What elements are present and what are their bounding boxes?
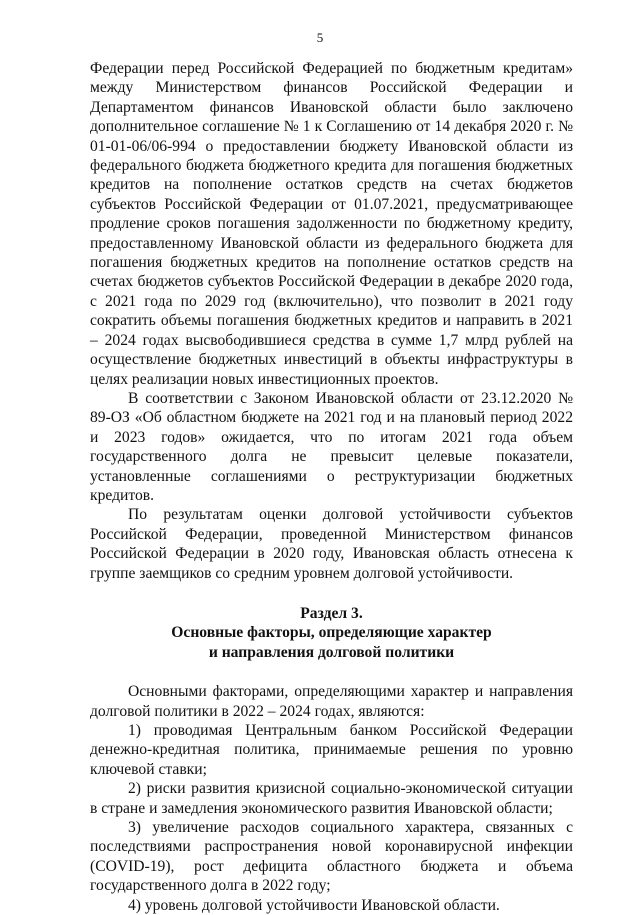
section-title: Раздел 3.	[300, 604, 363, 622]
section-heading	[90, 604, 573, 662]
list-item-factor-3: 3) увеличение расходов социального характера, связанных с последствиями распространения новой коронавирусной инфекции (COVID-19), рост дефицита областного бюджета и объема государственного долга в 2022 году;	[90, 819, 573, 895]
list-item-factor-4: 4) уровень долговой устойчивости Ивановской области.	[128, 896, 500, 914]
paragraph-continuation: Федерации перед Российской Федерацией по бюджетным кредитам» между Министерством финансов Российской Федерации и Департаментом финансов Ивановской области было заключено дополнительное соглашение № 1 к Соглашению от 14 декабря 2020 г. № 01-01-06/06-994 о предоставлении бюджету Ивановской области из федерального бюджета бюджетного кредита для погашения бюджетных кредитов на пополнение остатков средств на счетах бюджетов субъектов Российской Федерации от 01.07.2021, предусматривающее продление сроков погашения задолженности по бюджетному кредиту, предоставленному Ивановской области из федерального бюджета для погашения бюджетных кредитов на пополнение остатков средств на счетах бюджетов субъектов Российской Федерации в декабре 2020 года, с 2021 года по 2029 год (включительно), что позволит в 2021 году сократить объемы погашения бюджетных кредитов и направить в 2021 – 2024 годах высвободившиеся средства в сумме 1,7 млрд рублей на осуществление бюджетных инвестиций в объекты инфраструктуры в целях реализации новых инвестиционных проектов.	[90, 60, 573, 388]
paragraph-debt-sustainability: По результатам оценки долговой устойчивости субъектов Российской Федерации, проведенной Министерством финансов Российской Федерации в 2020 году, Ивановская область отнесена к группе заемщиков со средним уровнем долговой устойчивости.	[90, 506, 573, 582]
section-subtitle-line2: и направления долговой политики	[208, 643, 455, 661]
page-number: 5	[316, 30, 324, 45]
paragraph-factors-intro: Основными факторами, определяющими характер и направления долговой политики в 2022 – 2024 годах, являются:	[90, 683, 573, 720]
section-subtitle-line1: Основные факторы, определяющие характер	[171, 624, 492, 642]
list-item-factor-2: 2) риски развития кризисной социально-экономической ситуации в стране и замедления экономического развития Ивановской области;	[90, 780, 573, 817]
list-item-factor-1: 1) проводимая Центральным банком Российской Федерации денежно-кредитная политика, принимаемые решения по уровню ключевой ставки;	[90, 722, 573, 778]
paragraph-budget-law: В соответствии с Законом Ивановской области от 23.12.2020 № 89-ОЗ «Об областном бюджете на 2021 год и на плановый период 2022 и 2023 годов» ожидается, что по итогам 2021 года объем государственного долга не превысит целевые показатели, установленные соглашениями о реструктуризации бюджетных кредитов.	[90, 389, 573, 504]
page-content	[90, 59, 573, 915]
